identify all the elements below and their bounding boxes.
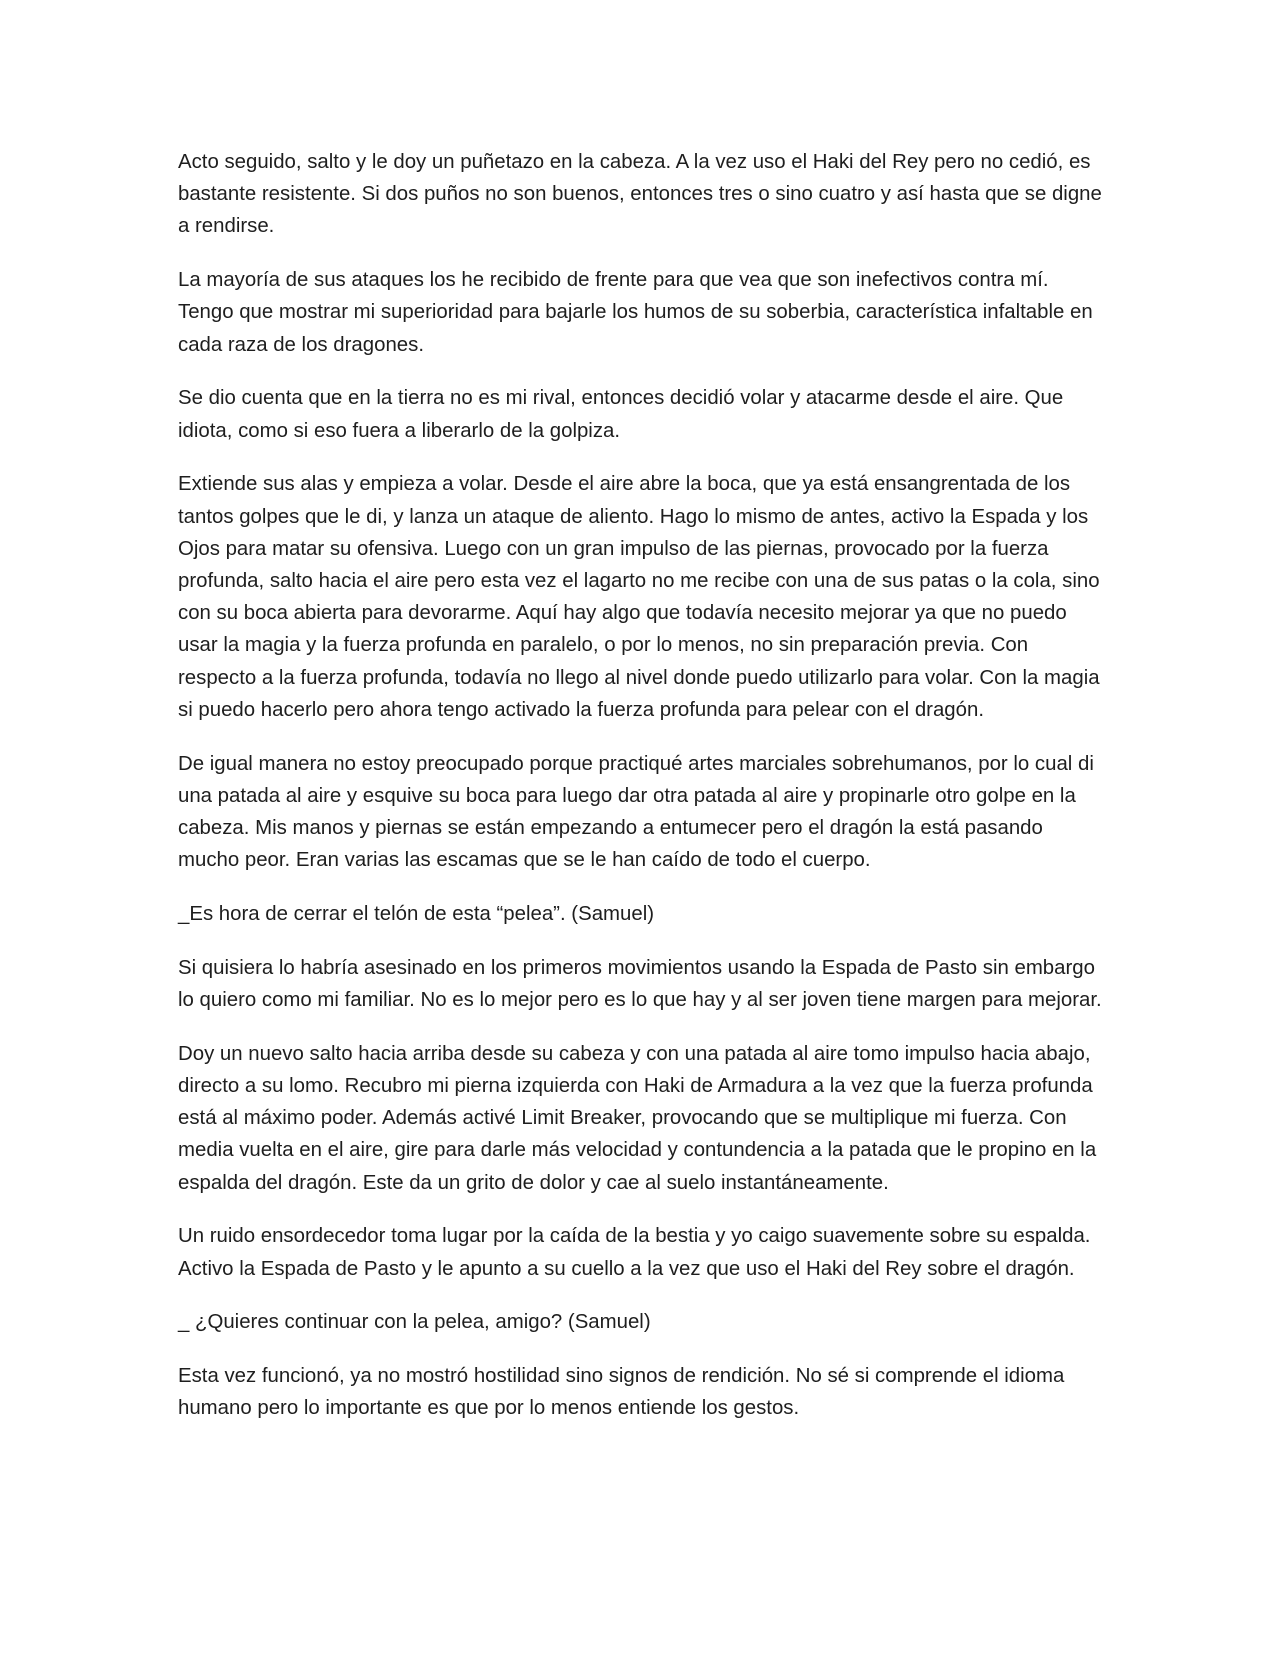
paragraph: Acto seguido, salto y le doy un puñetazo en la cabeza. A la vez uso el Haki del Rey pero no cedió, es bastante resistente. Si dos puños no son buenos, entonces tres o sino cuatro y así hasta que se digne a rendirse.: [178, 151, 1102, 238]
paragraph: Extiende sus alas y empieza a volar. Desde el aire abre la boca, que ya está ensangrentada de los tantos golpes que le di, y lanza un ataque de aliento. Hago lo mismo de antes, activo la Espada y los Ojos para matar su ofensiva. Luego con un gran impulso de las piernas, provocado por la fuerza profunda, salto hacia el aire pero esta vez el lagarto no me recibe con una de sus patas o la cola, sino con su boca abierta para devorarme. Aquí hay algo que todavía necesito mejorar ya que no puedo usar la magia y la fuerza profunda en paralelo, o por lo menos, no sin preparación previa. Con respecto a la fuerza profunda, todavía no llego al nivel donde puedo utilizarlo para volar. Con la magia si puedo hacerlo pero ahora tengo activado la fuerza profunda para pelear con el dragón.: [178, 473, 1100, 721]
paragraph: Un ruido ensordecedor toma lugar por la caída de la bestia y yo caigo suavemente sobre su espalda. Activo la Espada de Pasto y le apunto a su cuello a la vez que uso el Haki del Rey sobre el dragón.: [178, 1225, 1091, 1280]
paragraph: Esta vez funcionó, ya no mostró hostilidad sino signos de rendición. No sé si comprende el idioma humano pero lo importante es que por lo menos entiende los gestos.: [178, 1365, 1065, 1420]
document-body: [178, 146, 1108, 1446]
paragraph: De igual manera no estoy preocupado porque practiqué artes marciales sobrehumanos, por lo cual di una patada al aire y esquive su boca para luego dar otra patada al aire y propinarle otro golpe en la cabeza. Mis manos y piernas se están empezando a entumecer pero el dragón la está pasando mucho peor. Eran varias las escamas que se le han caído de todo el cuerpo.: [178, 752, 1094, 872]
dialogue-line: _Es hora de cerrar el telón de esta “pelea”. (Samuel): [178, 903, 655, 926]
paragraph: Se dio cuenta que en la tierra no es mi rival, entonces decidió volar y atacarme desde el aire. Que idiota, como si eso fuera a liberarlo de la golpiza.: [178, 387, 1064, 442]
dialogue-line: _ ¿Quieres continuar con la pelea, amigo? (Samuel): [178, 1311, 651, 1334]
paragraph: Doy un nuevo salto hacia arriba desde su cabeza y con una patada al aire tomo impulso hacia abajo, directo a su lomo. Recubro mi pierna izquierda con Haki de Armadura a la vez que la fuerza profunda está al máximo poder. Además activé Limit Breaker, provocando que se multiplique mi fuerza. Con media vuelta en el aire, gire para darle más velocidad y contundencia a la patada que le propino en la espalda del dragón. Este da un grito de dolor y cae al suelo instantáneamente.: [178, 1042, 1097, 1194]
paragraph: Si quisiera lo habría asesinado en los primeros movimientos usando la Espada de Pasto sin embargo lo quiero como mi familiar. No es lo mejor pero es lo que hay y al ser joven tiene margen para mejorar.: [178, 956, 1102, 1012]
paragraph: La mayoría de sus ataques los he recibido de frente para que vea que son inefectivos contra mí. Tengo que mostrar mi superioridad para bajarle los humos de su soberbia, característica infaltable en cada raza de los dragones.: [178, 269, 1093, 356]
